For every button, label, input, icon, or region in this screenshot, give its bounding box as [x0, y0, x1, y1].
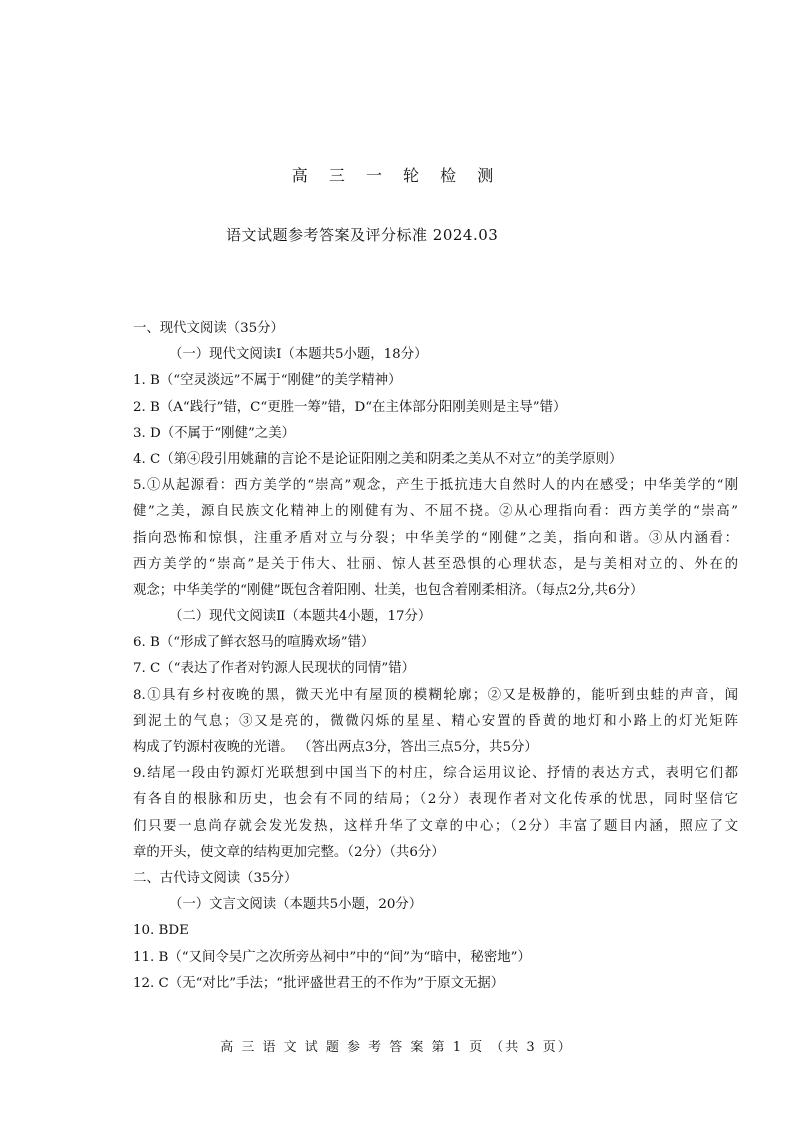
subsection-heading-2: （二）现代文阅读Ⅱ（本题共4小题，17分） — [169, 609, 432, 625]
answer-line: 4. C（第④段引用姚鼐的言论不是论证阳刚之美和阴柔之美从不对立”的美学原则） — [133, 451, 623, 467]
subsection-heading-3: （一）文言文阅读（本题共5小题，20分） — [169, 897, 423, 913]
answer-line: 章的开头，使文章的结构更加完整。（2分）（共6分） — [133, 844, 445, 860]
answer-line: 8.①具有乡村夜晚的黑，微天光中有屋顶的模糊轮廓；②又是极静的，能听到虫蛙的声音，闻 — [133, 687, 738, 703]
answer-line: 指向恐怖和惊惧，注重矛盾对立与分裂；中华美学的“刚健”之美，指向和谐。③从内涵看： — [133, 530, 738, 546]
answer-line: 到泥土的气息；③又是亮的，微微闪烁的星星、精心安置的昏黄的地灯和小路上的灯光矩阵 — [133, 713, 738, 729]
answer-line: 12. C（无“对比”手法；“批评盛世君王的不作为”于原文无据） — [133, 975, 505, 991]
answer-line: 构成了钓源村夜晚的光谱。 （答出两点3分，答出三点5分，共5分） — [133, 740, 538, 755]
page-subtitle: 语文试题参考答案及评分标准 2024.03 — [226, 226, 499, 244]
answer-line: 6. B（“形成了鲜衣怒马的喧腾欢场”错） — [133, 635, 375, 651]
section-heading-1: 一、现代文阅读（35分） — [133, 321, 284, 336]
subsection-heading-1: （一）现代文阅读Ⅰ（本题共5小题，18分） — [169, 347, 428, 363]
answer-content — [133, 316, 738, 997]
answer-line: 11. B（“又间令吴广之次所旁丛祠中”中的“间”为“暗中，秘密地”） — [133, 949, 531, 965]
answer-line: 西方美学的“崇高”是关于伟大、壮丽、惊人甚至恐惧的心理状态，是与美相对立的、外在的 — [133, 556, 738, 572]
answer-line: 9.结尾一段由钓源灯光联想到中国当下的村庄，综合运用议论、抒情的表达方式，表明它们都 — [133, 766, 738, 782]
page-footer: 高 三 语 文 试 题 参 考 答 案 第 1 页 （共 3 页） — [220, 1040, 573, 1055]
answer-line: 们只要一息尚存就会发光发热，这样升华了文章的中心；（2分）丰富了题目内涵，照应了文 — [133, 818, 738, 834]
answer-line: 有各自的根脉和历史，也会有不同的结局；（2分）表现作者对文化传承的忧思，同时坚信它 — [133, 792, 738, 808]
answer-line: 3. D（不属于“刚健”之美） — [133, 425, 295, 441]
page-title: 高 三 一 轮 检 测 — [291, 166, 502, 185]
answer-line: 2. B（A“践行”错，C“更胜一筹”错，D“在主体部分阳刚美则是主导”错） — [133, 399, 567, 415]
answer-line: 健”之美，源自民族文化精神上的刚健有为、不屈不挠。②从心理指向看：西方美学的“崇高” — [133, 504, 738, 520]
answer-line: 1. B（“空灵淡远”不属于“刚健”的美学精神） — [133, 373, 402, 389]
answer-line: 5.①从起源看：西方美学的“崇高”观念，产生于抵抗违大自然时人的内在感受；中华美学的“刚 — [133, 478, 738, 494]
answer-line: 10. BDE — [133, 923, 189, 939]
section-heading-2: 二、古代诗文阅读（35分） — [133, 870, 298, 886]
answer-line: 观念；中华美学的“刚健”既包含着阳刚、壮美，也包含着刚柔相济。（每点2分,共6分） — [133, 582, 644, 598]
answer-line: 7. C（“表达了作者对钓源人民现状的同情”错） — [133, 661, 415, 677]
